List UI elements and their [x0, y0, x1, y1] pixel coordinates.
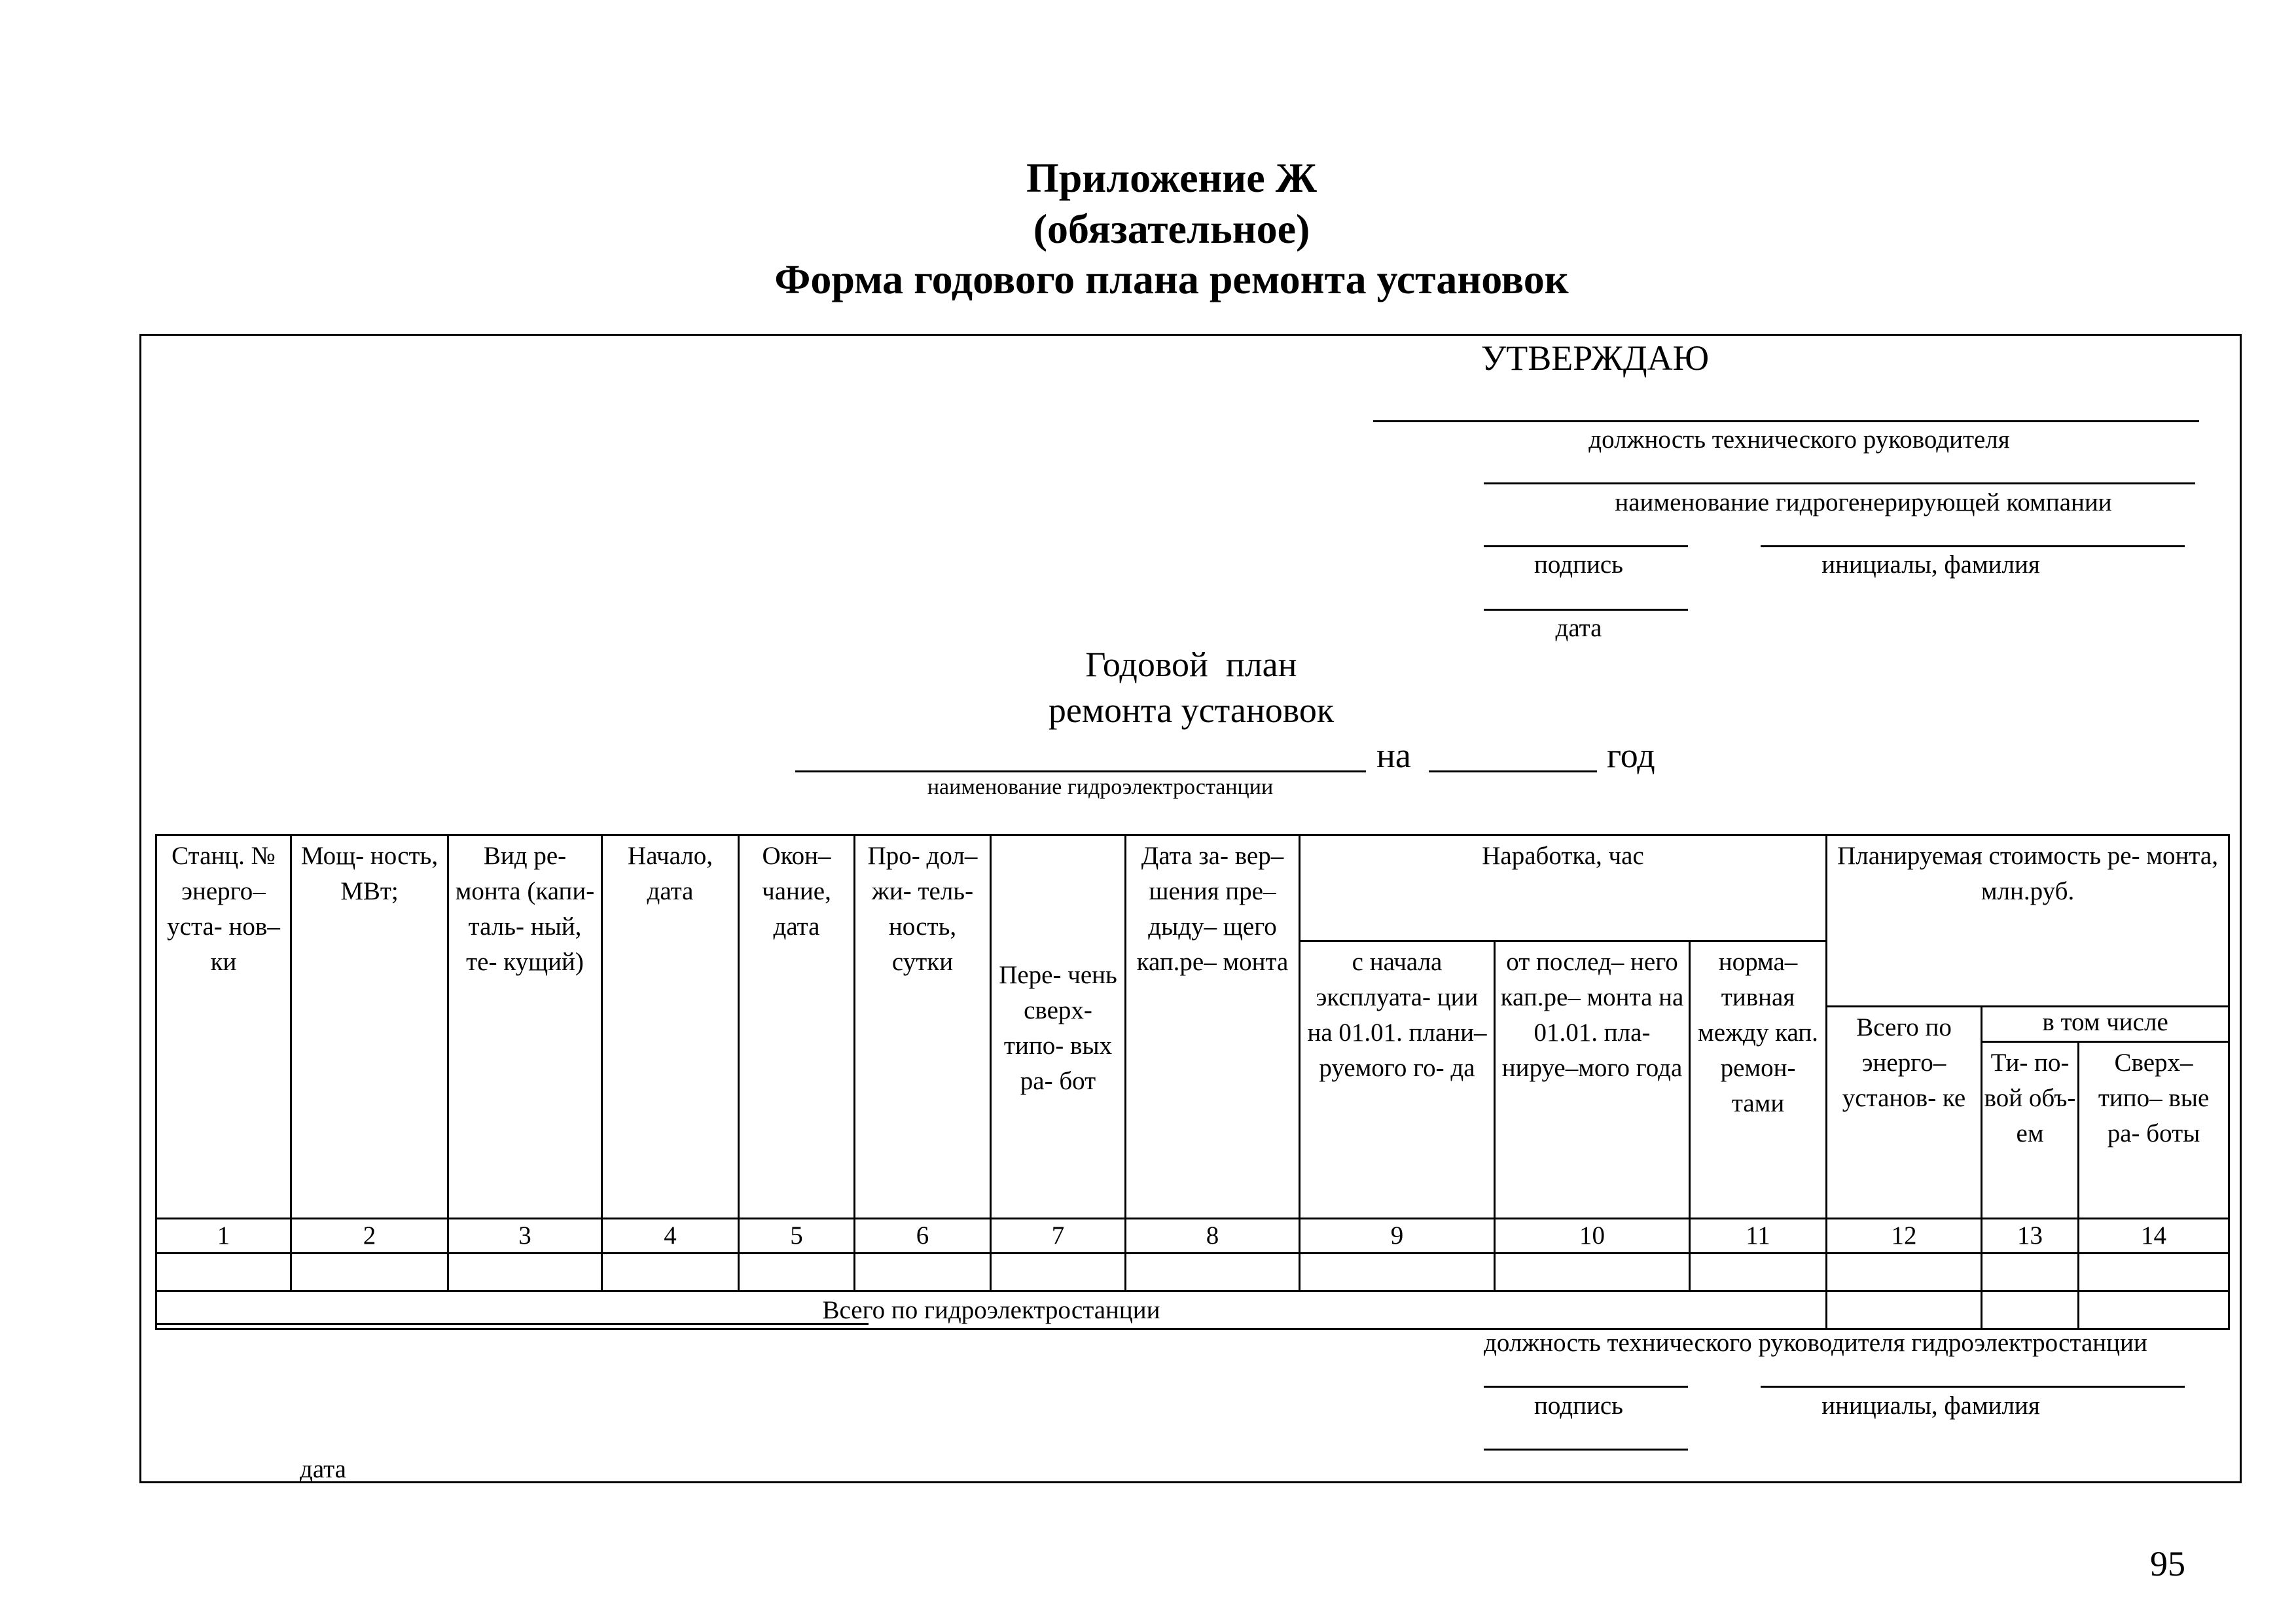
column-number: 3 — [448, 1219, 602, 1254]
year-line — [1429, 770, 1597, 772]
footer-signature-caption: подпись — [1534, 1392, 1623, 1420]
header-last-overhaul-date: Дата за- вер–шения пре– дыду– щего кап.ре– монта — [1126, 835, 1300, 1219]
header-repair-type: Вид ре- монта (капи- таль- ный, те- кущий) — [448, 835, 602, 1219]
header-extra-works-list: Пере- чень сверх- типо- вых ра- бот — [991, 835, 1126, 1219]
total-label: Всего по гидроэлектростанции — [156, 1291, 1827, 1329]
column-number: 4 — [602, 1219, 739, 1254]
station-line — [795, 770, 1366, 772]
footer-date-caption: дата — [300, 1455, 346, 1483]
data-cell[interactable] — [739, 1254, 855, 1291]
data-row — [156, 1254, 2229, 1291]
company-line — [1484, 482, 2195, 484]
footer-signature-line — [1484, 1386, 1688, 1388]
header-power: Мощ- ность, МВт; — [291, 835, 448, 1219]
name-caption: инициалы, фамилия — [1821, 550, 2040, 579]
column-number: 12 — [1827, 1219, 1982, 1254]
data-cell[interactable] — [855, 1254, 991, 1291]
plan-god: год — [1607, 736, 1655, 775]
footer-name-line — [1761, 1386, 2185, 1388]
footer-position-caption: должность технического руководителя гидроэлектростанции — [1484, 1329, 2147, 1357]
company-caption: наименование гидрогенерирующей компании — [1615, 488, 2112, 516]
plan-na: на — [1376, 736, 1411, 775]
data-cell[interactable] — [2079, 1254, 2229, 1291]
column-number: 5 — [739, 1219, 855, 1254]
data-cell[interactable] — [1126, 1254, 1300, 1291]
footer-date-line — [1484, 1449, 1688, 1451]
name-line — [1761, 545, 2185, 547]
station-caption: наименование гидроэлектростанции — [927, 775, 1274, 799]
data-cell[interactable] — [291, 1254, 448, 1291]
header-start-date: Начало, дата — [602, 835, 739, 1219]
column-number: 6 — [855, 1219, 991, 1254]
column-number: 8 — [1126, 1219, 1300, 1254]
column-number: 7 — [991, 1219, 1126, 1254]
date-caption: дата — [1555, 614, 1602, 642]
header-planned-cost: Планируемая стоимость ре- монта, млн.руб. — [1827, 835, 2229, 1007]
header-including: в том числе — [1982, 1007, 2229, 1042]
header-operating-hours: Наработка, час — [1300, 835, 1827, 941]
header-duration: Про- дол– жи- тель- ность, сутки — [855, 835, 991, 1219]
approval-title: УТВЕРЖДАЮ — [1481, 338, 1710, 378]
data-cell[interactable] — [1300, 1254, 1495, 1291]
header-extra-works: Сверх– типо– вые ра- боты — [2079, 1042, 2229, 1219]
column-number: 11 — [1690, 1219, 1827, 1254]
total-typical-cell[interactable] — [1982, 1291, 2079, 1329]
plan-title-line1: Годовой план — [1085, 645, 1297, 684]
plan-title-line2: ремонта установок — [1048, 691, 1335, 730]
position-caption: должность технического руководителя — [1588, 425, 2010, 454]
column-number: 14 — [2079, 1219, 2229, 1254]
column-number: 13 — [1982, 1219, 2079, 1254]
signature-line — [1484, 545, 1688, 547]
signature-caption: подпись — [1534, 550, 1623, 579]
column-number: 10 — [1495, 1219, 1690, 1254]
header-station-number: Станц. № энерго– уста- нов–ки — [156, 835, 291, 1219]
column-number: 1 — [156, 1219, 291, 1254]
data-cell[interactable] — [156, 1254, 291, 1291]
data-cell[interactable] — [1495, 1254, 1690, 1291]
header-hours-normative: норма– тивная между кап. ремон- тами — [1690, 941, 1827, 1219]
data-cell[interactable] — [1982, 1254, 2079, 1291]
data-cell[interactable] — [448, 1254, 602, 1291]
form-title: Форма годового плана ремонта установок — [774, 256, 1569, 302]
data-cell[interactable] — [1690, 1254, 1827, 1291]
header-hours-since-start: с начала эксплуата- ции на 01.01. плани– руемого го- да — [1300, 941, 1495, 1219]
data-cell[interactable] — [602, 1254, 739, 1291]
appendix-status: (обязательное) — [1033, 206, 1310, 252]
position-line — [1373, 420, 2199, 422]
date-line — [1484, 609, 1688, 611]
footer-name-caption: инициалы, фамилия — [1821, 1392, 2040, 1420]
page-number: 95 — [2150, 1544, 2185, 1583]
data-cell[interactable] — [991, 1254, 1126, 1291]
header-cost-total: Всего по энерго– установ- ке — [1827, 1007, 1982, 1219]
header-typical-volume: Ти- по- вой объ- ем — [1982, 1042, 2079, 1219]
data-cell[interactable] — [1827, 1254, 1982, 1291]
header-hours-since-overhaul: от послед– него кап.ре– монта на 01.01. пла- нируе–мого года — [1495, 941, 1690, 1219]
column-number: 2 — [291, 1219, 448, 1254]
column-number: 9 — [1300, 1219, 1495, 1254]
total-extra-cell[interactable] — [2079, 1291, 2229, 1329]
header-end-date: Окон– чание, дата — [739, 835, 855, 1219]
repair-plan-table — [155, 834, 2230, 1330]
footer-left-line — [155, 1323, 869, 1325]
column-numbers-row — [156, 1219, 2229, 1254]
appendix-title: Приложение Ж — [1026, 154, 1317, 201]
total-cost-cell[interactable] — [1827, 1291, 1982, 1329]
